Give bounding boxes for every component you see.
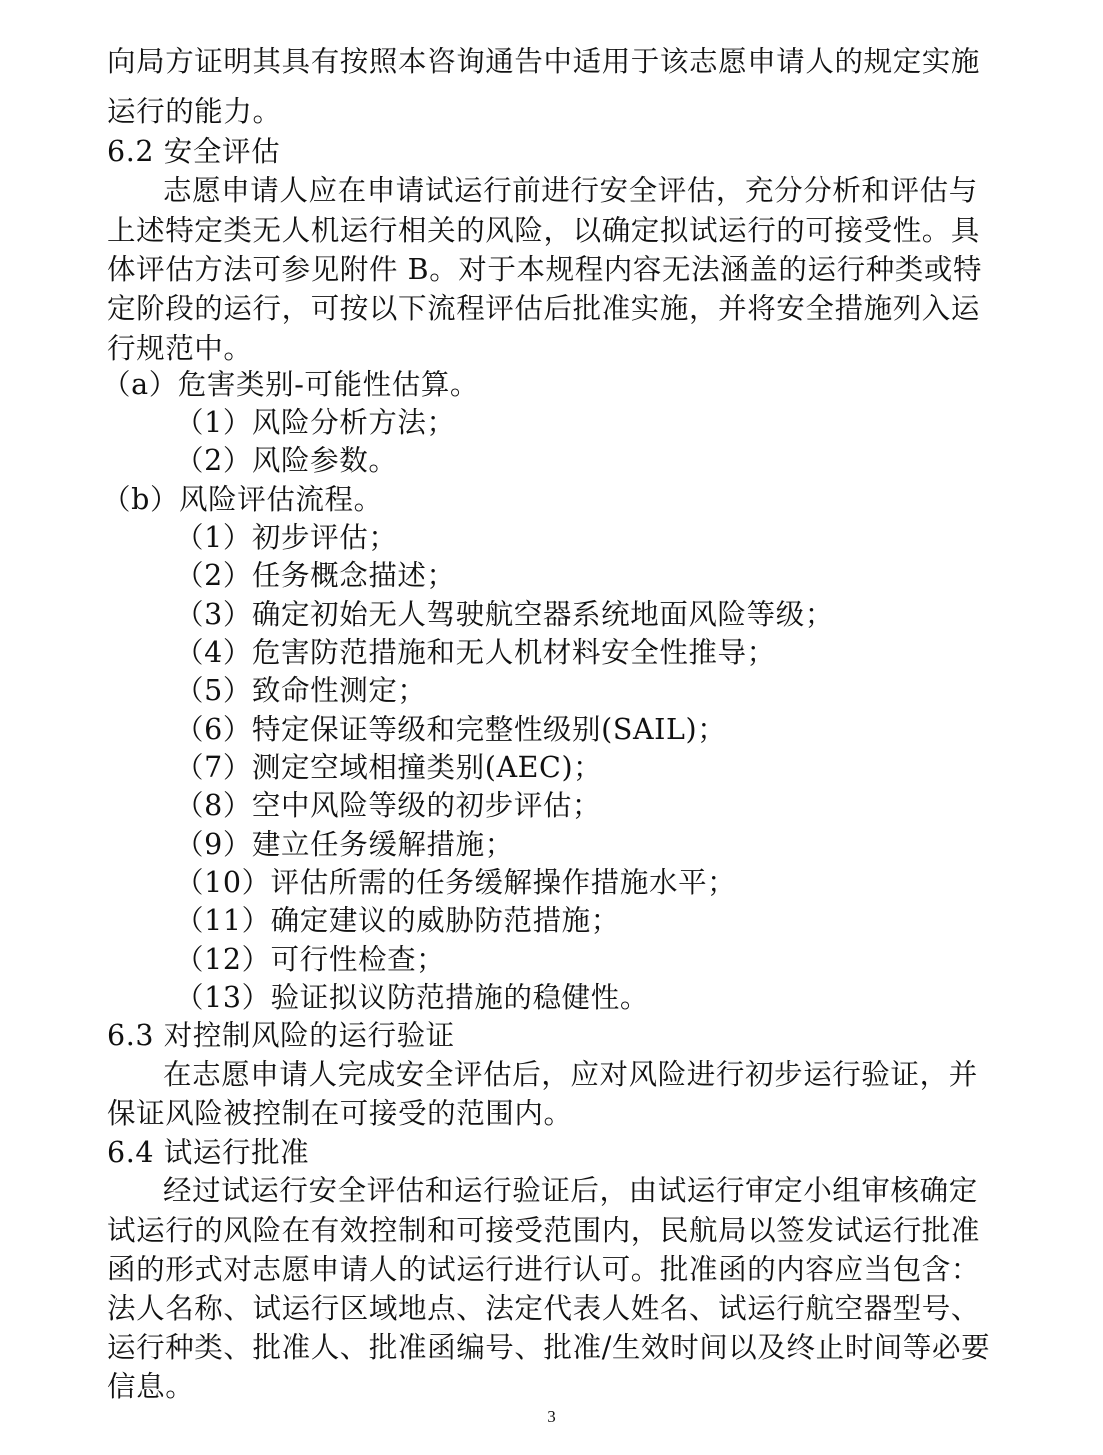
list-item: （13）验证拟议防范措施的稳健性。 — [175, 981, 649, 1014]
list-item: （9）建立任务缓解措施； — [175, 828, 514, 861]
section-heading: 6.3 对控制风险的运行验证 — [107, 1019, 455, 1052]
section-heading: 6.2 安全评估 — [107, 135, 281, 168]
list-item: （7）测定空域相撞类别(AEC)； — [175, 751, 603, 784]
text-line: 保证风险被控制在可接受的范围内。 — [107, 1097, 573, 1130]
list-item: （3）确定初始无人驾驶航空器系统地面风险等级； — [175, 598, 834, 631]
text-line: 在志愿申请人完成安全评估后，应对风险进行初步运行验证，并 — [163, 1058, 978, 1091]
list-item: （11）确定建议的威胁防范措施； — [175, 904, 620, 937]
list-item: （2）风险参数。 — [175, 444, 398, 477]
text-line: 志愿申请人应在申请试运行前进行安全评估，充分分析和评估与 — [163, 174, 978, 207]
text-line: 经过试运行安全评估和运行验证后，由试运行审定小组审核确定 — [163, 1174, 978, 1207]
text-line: 试运行的风险在有效控制和可接受范围内，民航局以签发试运行批准 — [107, 1214, 981, 1247]
text-line: 法人名称、试运行区域地点、法定代表人姓名、试运行航空器型号、 — [107, 1292, 981, 1325]
text-line: 体评估方法可参见附件 B。对于本规程内容无法涵盖的运行种类或特 — [107, 253, 983, 286]
text-line: 向局方证明其具有按照本咨询通告中适用于该志愿申请人的规定实施 — [107, 45, 981, 78]
list-item: （8）空中风险等级的初步评估； — [175, 789, 602, 822]
list-item: （5）致命性测定； — [175, 674, 427, 707]
text-line: 运行种类、批准人、批准函编号、批准/生效时间以及终止时间等必要 — [107, 1331, 991, 1364]
list-item: （b）风险评估流程。 — [102, 483, 383, 516]
text-line: 行规范中。 — [107, 332, 253, 365]
list-item: （4）危害防范措施和无人机材料安全性推导； — [175, 636, 776, 669]
text-line: 上述特定类无人机运行相关的风险，以确定拟试运行的可接受性。具 — [107, 214, 981, 247]
list-item: （10）评估所需的任务缓解操作措施水平； — [175, 866, 737, 899]
list-item: （1）初步评估； — [175, 521, 398, 554]
text-line: 函的形式对志愿申请人的试运行进行认可。批准函的内容应当包含： — [107, 1253, 981, 1286]
section-heading: 6.4 试运行批准 — [107, 1136, 310, 1169]
text-line: 运行的能力。 — [107, 95, 282, 128]
list-item: （1）风险分析方法； — [175, 406, 456, 439]
text-line: 信息。 — [107, 1370, 195, 1403]
page-number: 3 — [547, 1407, 556, 1426]
text-line: 定阶段的运行，可按以下流程评估后批准实施，并将安全措施列入运 — [107, 292, 981, 325]
list-item: （6）特定保证等级和完整性级别(SAIL)； — [175, 713, 727, 746]
list-item: （2）任务概念描述； — [175, 559, 456, 592]
list-item: （12）可行性检查； — [175, 943, 446, 976]
list-item: （a）危害类别-可能性估算。 — [102, 368, 480, 401]
